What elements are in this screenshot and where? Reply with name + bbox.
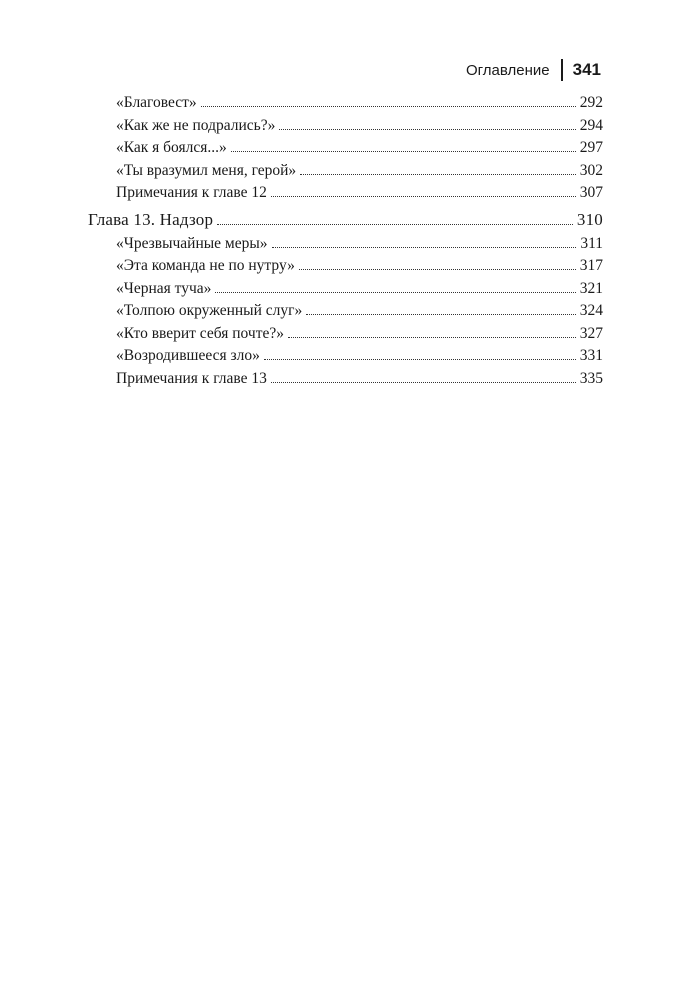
toc-entry-title: «Эта команда не по нутру» (116, 257, 295, 274)
toc-chapter-page: 310 (576, 209, 603, 229)
toc-entry-page: 324 (579, 302, 603, 319)
toc-entry (88, 300, 603, 323)
toc-entry (88, 115, 603, 138)
dot-leader (201, 106, 576, 107)
toc-entry-title: Примечания к главе 12 (116, 184, 267, 201)
toc-entry (88, 160, 603, 183)
toc-entry (88, 323, 603, 346)
toc-entry-page: 302 (579, 161, 603, 179)
toc-entry (88, 92, 603, 115)
toc-chapter-heading (88, 208, 603, 232)
dot-leader (271, 382, 576, 383)
dot-leader (299, 269, 576, 270)
toc-entry-title: «Кто вверит себя почте?» (116, 324, 284, 342)
running-head (466, 58, 601, 82)
dot-leader (288, 337, 576, 338)
toc-entry (88, 137, 603, 160)
toc-entry-title: Примечания к главе 13 (116, 369, 267, 387)
dot-leader (306, 314, 576, 315)
dot-leader (231, 151, 576, 152)
dot-leader (264, 359, 576, 360)
toc-entry-title: «Толпою окруженный слуг» (116, 302, 303, 319)
running-head-divider (561, 59, 563, 81)
dot-leader (272, 247, 577, 248)
toc-entry-page: 294 (579, 116, 603, 134)
table-of-contents (88, 92, 603, 390)
toc-chapter-title: Глава 13. Надзор (88, 209, 214, 229)
dot-leader (271, 196, 576, 197)
toc-entry-title: «Черная туча» (116, 279, 212, 297)
toc-entry-page: 317 (579, 257, 603, 274)
toc-entry-page: 321 (579, 279, 603, 297)
toc-entry-title: «Как же не подрались?» (116, 116, 276, 134)
page-number: 341 (572, 60, 601, 79)
dot-leader (215, 292, 575, 293)
toc-entry (88, 278, 603, 301)
toc-entry-title: «Как я боялся...» (116, 139, 227, 156)
toc-entry-title: «Ты вразумил меня, герой» (116, 161, 297, 179)
toc-entry (88, 345, 603, 368)
toc-entry-page: 297 (579, 139, 603, 156)
toc-entry-page: 311 (580, 234, 603, 252)
running-head-section-title: Оглавление (465, 61, 550, 79)
toc-entry-title: «Возродившееся зло» (116, 347, 260, 364)
toc-entry-page: 307 (579, 184, 603, 201)
toc-entry-title: «Чрезвычайные меры» (116, 234, 268, 252)
toc-entry (88, 255, 603, 278)
dot-leader (279, 129, 575, 130)
toc-entry (88, 233, 603, 256)
toc-entry-page: 327 (579, 324, 603, 342)
toc-entry (88, 182, 603, 205)
toc-entry-page: 335 (579, 369, 603, 387)
toc-entry (88, 368, 603, 391)
toc-entry-page: 331 (579, 347, 603, 364)
toc-entry-title: «Благовест» (116, 94, 197, 111)
dot-leader (217, 224, 573, 225)
dot-leader (300, 174, 576, 175)
toc-entry-page: 292 (579, 94, 603, 111)
